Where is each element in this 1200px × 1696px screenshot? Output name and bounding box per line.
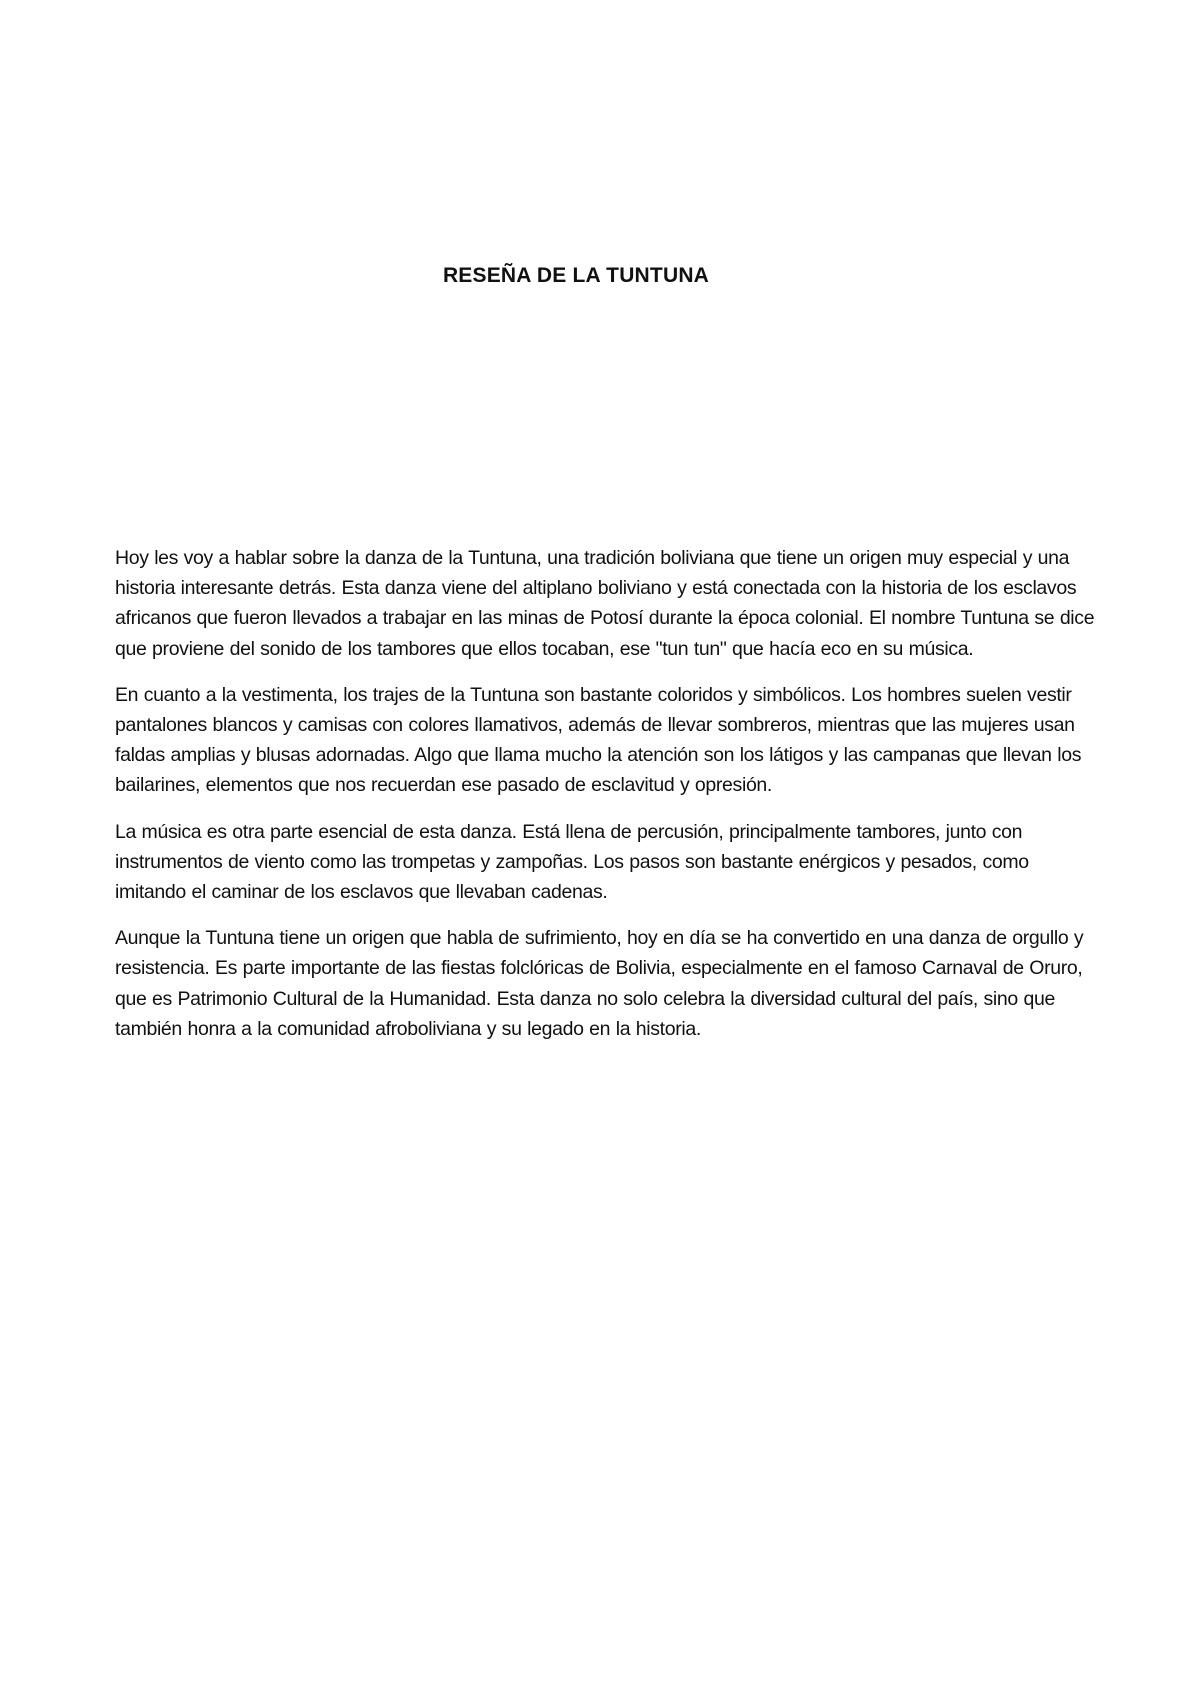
document-body — [115, 543, 1097, 1060]
paragraph-legacy: Aunque la Tuntuna tiene un origen que habla de sufrimiento, hoy en día se ha convertido en una danza de orgullo y resistencia. Es parte importante de las fiestas folclóricas de Bolivia, especialmente en el famoso Carnaval de Oruro, que es Patrimonio Cultural de la Humanidad. Esta danza no solo celebra la diversidad cultural del país, sino que también honra a la comunidad afroboliviana y su legado en la historia. — [115, 927, 1084, 1040]
document-title: RESEÑA DE LA TUNTUNA — [442, 264, 710, 287]
paragraph-music: La música es otra parte esencial de esta danza. Está llena de percusión, principalmente tambores, junto con instrumentos de viento como las trompetas y zampoñas. Los pasos son bastante enérgicos y pesados, como imitando el caminar de los esclavos que llevaban cadenas. — [115, 820, 1029, 904]
paragraph-origin: Hoy les voy a hablar sobre la danza de la Tuntuna, una tradición boliviana que tiene un origen muy especial y una historia interesante detrás. Esta danza viene del altiplano boliviano y está conectada con la historia de los esclavos africanos que fueron llevados a trabajar en las minas de Potosí durante la época colonial. El nombre Tuntuna se dice que proviene del sonido de los tambores que ellos tocaban, ese "tun tun" que hacía eco en su música. — [115, 547, 1095, 660]
paragraph-costume: En cuanto a la vestimenta, los trajes de la Tuntuna son bastante coloridos y simbólicos. Los hombres suelen vestir pantalones blancos y camisas con colores llamativos, además de llevar sombreros, mientras que las mujeres usan faldas amplias y blusas adornadas. Algo que llama mucho la atención son los látigos y las campanas que llevan los bailarines, elementos que nos recuerdan ese pasado de esclavitud y opresión. — [115, 683, 1082, 797]
